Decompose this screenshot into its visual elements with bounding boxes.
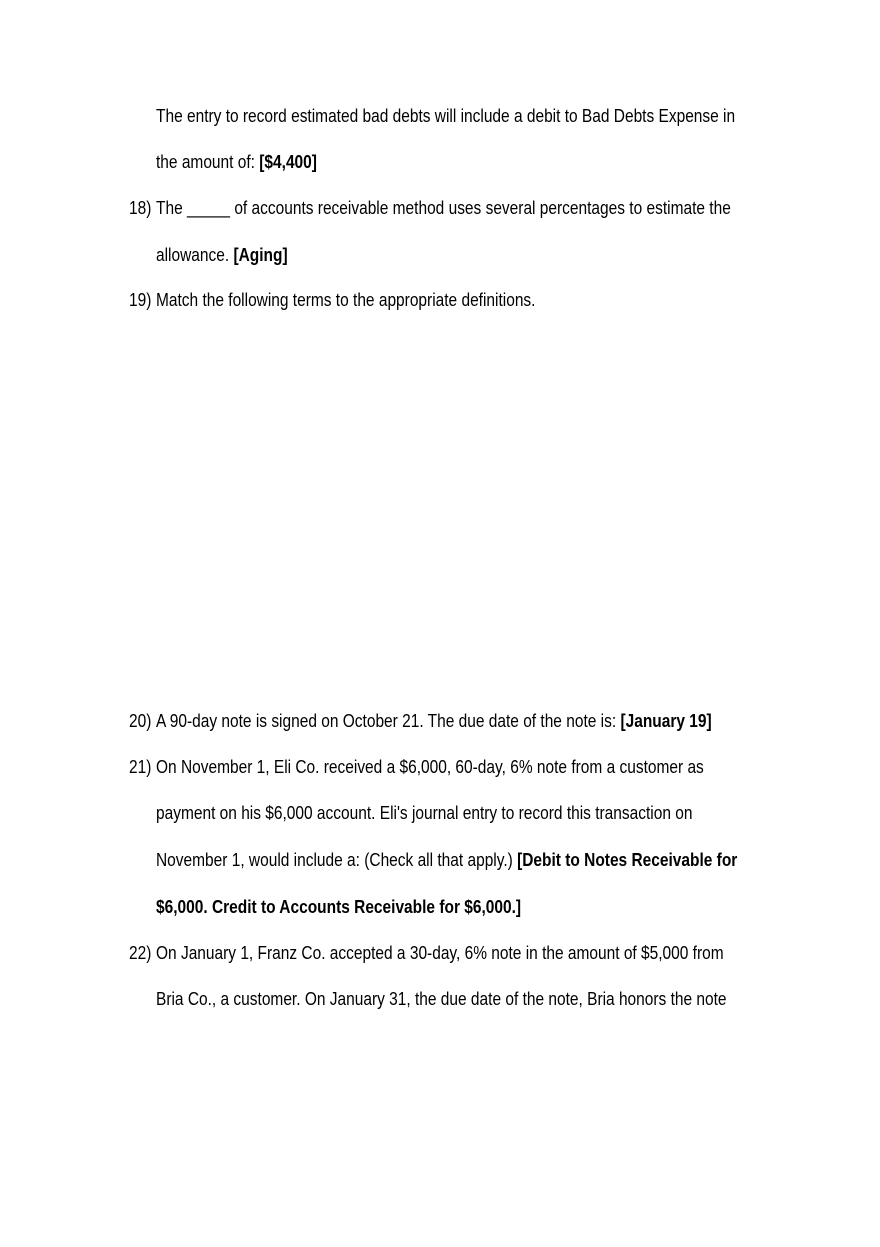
q17-line-2 (156, 151, 317, 173)
q22-line-1: On January 1, Franz Co. accepted a 30-day, 6% note in the amount of $5,000 from (156, 943, 724, 963)
q21-line-1: On November 1, Eli Co. received a $6,000, 60-day, 6% note from a customer as (156, 757, 704, 777)
q21-answer-part-2: $6,000. Credit to Accounts Receivable for $6,000.] (156, 897, 522, 917)
q21-answer-part-1: [Debit to Notes Receivable for (517, 850, 738, 870)
q18-line-2 (156, 244, 288, 266)
q21-line-4 (156, 896, 521, 918)
q22-line-2: Bria Co., a customer. On January 31, the due date of the note, Bria honors the note (156, 989, 727, 1009)
q18-number: 18) (129, 198, 152, 218)
q20-number: 20) (129, 711, 152, 731)
q20-line-1 (156, 710, 712, 732)
q21-text: November 1, would include a: (Check all that apply.) (156, 850, 518, 870)
q20-answer: [January 19] (620, 711, 712, 731)
q17-text: the amount of: (156, 152, 260, 172)
q19-line-1: Match the following terms to the appropriate definitions. (156, 290, 536, 310)
q22-number: 22) (129, 943, 152, 963)
q21-line-3 (156, 849, 737, 871)
q19-number: 19) (129, 290, 152, 310)
q18-line-1: The _____ of accounts receivable method uses several percentages to estimate the (156, 198, 731, 218)
q18-answer: [Aging] (233, 245, 288, 265)
q21-number: 21) (129, 757, 152, 777)
q17-line-1: The entry to record estimated bad debts will include a debit to Bad Debts Expense in (156, 106, 736, 126)
q17-answer: [$4,400] (259, 152, 317, 172)
q21-line-2: payment on his $6,000 account. Eli's journal entry to record this transaction on (156, 803, 693, 823)
q18-text: allowance. (156, 245, 234, 265)
q20-text: A 90-day note is signed on October 21. The due date of the note is: (156, 711, 621, 731)
